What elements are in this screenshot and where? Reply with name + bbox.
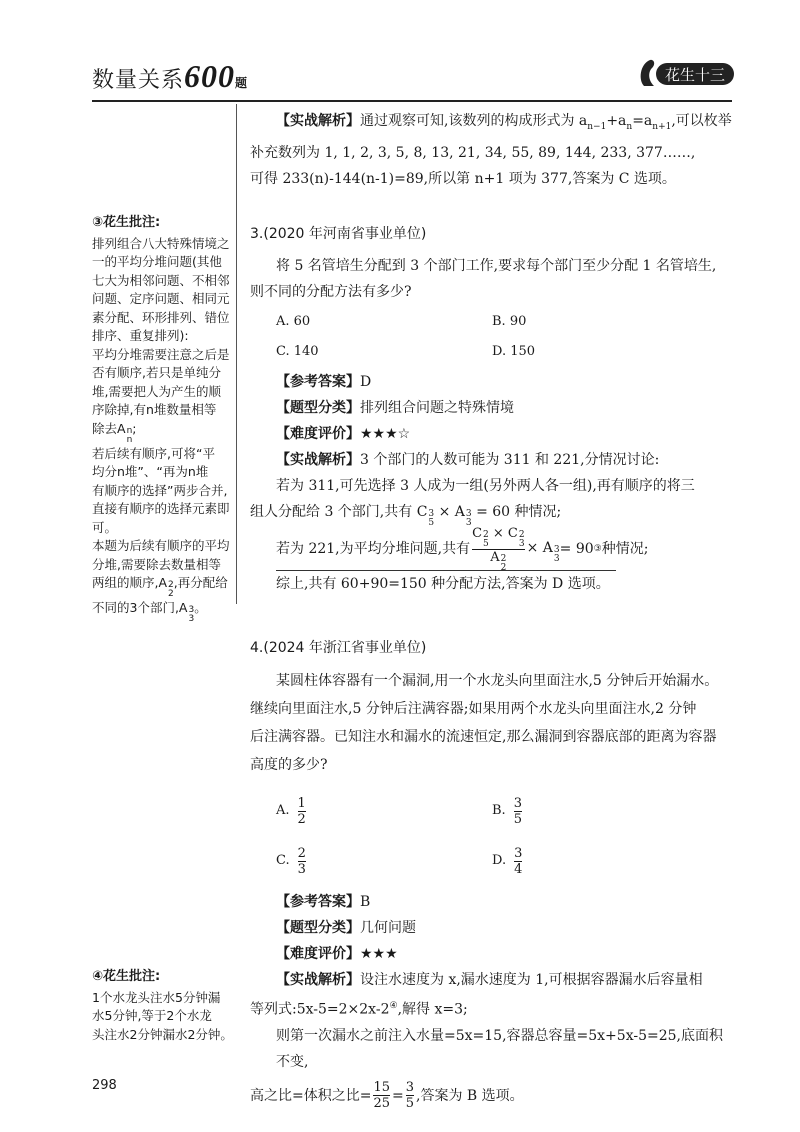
option-denominator: 5 bbox=[513, 811, 522, 827]
analysis-line: 等列式:5x-5=2×2x-2④,解得 x=3; bbox=[250, 1001, 468, 1018]
option-d bbox=[492, 846, 524, 877]
analysis-text: 通过观察可知,该数列的构成形式为 a bbox=[360, 113, 588, 129]
note-line: 不同的3个部门,A 3 3 。 bbox=[92, 600, 207, 624]
book-title bbox=[92, 58, 248, 95]
difficulty-line bbox=[250, 941, 735, 967]
answer-value: B bbox=[360, 894, 371, 910]
note-line: 有顺序的选择”两步合并, bbox=[92, 482, 228, 498]
note-line: 否有顺序,若只是单纯分 bbox=[92, 365, 221, 380]
note-line: 若后续有顺序,可将“平 bbox=[92, 445, 215, 461]
page-number: 298 bbox=[92, 1078, 117, 1093]
difficulty-tag: 【难度评价】 bbox=[276, 426, 360, 442]
options-row bbox=[250, 309, 735, 335]
note-line: 堆,需要把人为产生的顺 bbox=[92, 383, 221, 399]
options-row bbox=[250, 339, 735, 365]
book-title-suffix: 题 bbox=[235, 76, 249, 90]
question-stem: 后注满容器。已知注水和漏水的流速恒定,那么漏洞到容器底部的距离为容器 bbox=[250, 729, 717, 745]
question-4 bbox=[250, 635, 735, 1117]
prev-line-2: 补充数列为 1, 1, 2, 3, 5, 8, 13, 21, 34, 55, 89, 144, 233, 377……, bbox=[250, 144, 696, 161]
note-line: 一的平均分堆问题(其他 bbox=[92, 254, 222, 269]
analysis-line bbox=[250, 967, 735, 993]
fraction: $\frac{3}{5}$ bbox=[405, 1080, 415, 1112]
note-line-text: 两组的顺序,A bbox=[92, 575, 168, 590]
brand-logo bbox=[636, 56, 736, 90]
analysis-text: ,答案为 B 选项。 bbox=[416, 1087, 524, 1104]
analysis-text: 组人分配给 3 个部门,共有 C bbox=[250, 504, 428, 520]
option-b: B. 90 bbox=[492, 314, 527, 329]
note-line-text: 除去A bbox=[92, 420, 126, 436]
note-line: 排列组合八大特殊情境之 bbox=[92, 235, 230, 251]
difficulty-tag: 【难度评价】 bbox=[276, 946, 360, 962]
type-tag: 【题型分类】 bbox=[276, 400, 360, 416]
question-3-heading: 3.(2020 年河南省事业单位) bbox=[250, 226, 427, 242]
note-line: 直接有顺序的选择元素即 bbox=[92, 501, 230, 516]
option-d: D. 150 bbox=[492, 344, 536, 359]
analysis-line: 若为 311,可先选择 3 人成为一组(另外两人各一组),再有顺序的将三 bbox=[276, 478, 695, 494]
analysis-tag: 【实战解析】 bbox=[276, 113, 360, 129]
note-line: 头注水2分钟漏水2分钟。 bbox=[92, 1026, 233, 1042]
analysis-line bbox=[250, 1075, 735, 1117]
option-c bbox=[250, 846, 492, 877]
note-line: 1个水龙头注水5分钟漏 bbox=[92, 989, 221, 1005]
option-numerator: 2 bbox=[297, 845, 306, 861]
option-denominator: 2 bbox=[297, 811, 306, 827]
type-line bbox=[250, 395, 735, 421]
type-line bbox=[250, 915, 735, 941]
question-stem: 高度的多少? bbox=[250, 757, 328, 773]
note-line: 七大为相邻问题、不相邻 bbox=[92, 272, 230, 288]
question-stem: 则不同的分配方法有多少? bbox=[250, 284, 412, 300]
type-value: 排列组合问题之特殊情境 bbox=[360, 400, 514, 416]
difficulty-stars: ★★★ bbox=[360, 946, 398, 962]
question-3 bbox=[250, 221, 735, 597]
note-line: 排序、重复排列): bbox=[92, 328, 189, 343]
option-numerator: 3 bbox=[513, 795, 522, 811]
difficulty-stars: ★★★☆ bbox=[360, 426, 411, 442]
answer-line bbox=[250, 889, 735, 915]
sidebar-note-4 bbox=[92, 968, 242, 1044]
option-b bbox=[492, 796, 524, 827]
option-letter: D. bbox=[492, 853, 507, 868]
analysis-text: = 90 bbox=[559, 541, 594, 557]
option-a: A. 60 bbox=[276, 314, 311, 329]
book-title-prefix: 数量关系 bbox=[92, 68, 185, 93]
analysis-text: 3 个部门的人数可能为 311 和 221,分情况讨论: bbox=[360, 452, 660, 468]
options-row bbox=[250, 839, 735, 883]
question-4-heading: 4.(2024 年浙江省事业单位) bbox=[250, 640, 427, 656]
answer-line bbox=[250, 369, 735, 395]
option-a bbox=[250, 796, 492, 827]
difficulty-line bbox=[250, 421, 735, 447]
analysis-text: 等列式:5x-5=2×2x-2 bbox=[250, 1001, 390, 1018]
analysis-text: 若为 221,为平均分堆问题,共有 bbox=[276, 541, 471, 557]
question-stem: 将 5 名管培生分配到 3 个部门工作,要求每个部门至少分配 1 名管培生, bbox=[276, 258, 717, 274]
analysis-text: 种情况; bbox=[601, 541, 649, 557]
sidebar-note-3 bbox=[92, 214, 242, 624]
prev-line-1: 【实战解析】通过观察可知,该数列的构成形式为 $a_{n-1}+a_n=a_{n+1}$,可以枚举 bbox=[276, 113, 732, 132]
option-denominator: 4 bbox=[514, 861, 523, 877]
analysis-text: ,解得 x=3; bbox=[397, 1001, 468, 1018]
note-line: 问题、定序问题、相同元 bbox=[92, 291, 230, 306]
note-title: ③花生批注: bbox=[92, 215, 161, 230]
option-letter: C. bbox=[276, 853, 290, 868]
type-tag: 【题型分类】 bbox=[276, 920, 360, 936]
note-line-text: 不同的3个部门,A bbox=[92, 600, 188, 615]
option-c: C. 140 bbox=[276, 344, 319, 359]
note-line: 两组的顺序,A 2 2 ,再分配给 bbox=[92, 575, 228, 599]
fraction: C 2 5 × C 2 3 A 2 2 bbox=[472, 525, 525, 573]
option-numerator: 3 bbox=[514, 845, 523, 861]
analysis-text: 高之比=体积之比= bbox=[250, 1087, 372, 1104]
analysis-line: 综上,共有 60+90=150 种分配方法,答案为 D 选项。 bbox=[276, 576, 610, 592]
analysis-text: = bbox=[392, 1087, 404, 1104]
header-rule bbox=[92, 100, 732, 102]
note-line: 序除掉,有n堆数量相等 bbox=[92, 402, 217, 417]
note-line: 可。 bbox=[92, 519, 118, 535]
analysis-tag: 【实战解析】 bbox=[276, 452, 360, 468]
brand-text: 花生十三 bbox=[664, 66, 726, 84]
note-line: 除去A n n ; bbox=[92, 420, 137, 445]
note-line: 平均分堆需要注意之后是 bbox=[92, 346, 230, 362]
analysis-line: 则第一次漏水之前注入水量=5x=15,容器总容量=5x+5x-5=25,底面积不变, bbox=[276, 1027, 723, 1070]
answer-tag: 【参考答案】 bbox=[276, 894, 360, 910]
note-line: 分堆,需要除去数量相等 bbox=[92, 556, 221, 572]
note-line: 水5分钟,等于2个水龙 bbox=[92, 1008, 212, 1023]
answer-value: D bbox=[360, 374, 372, 390]
prev-analysis bbox=[250, 108, 735, 192]
question-stem: 某圆柱体容器有一个漏洞,用一个水龙头向里面注水,5 分钟后开始漏水。 bbox=[276, 673, 719, 689]
fraction: $\frac{15}{25}$ bbox=[373, 1080, 391, 1112]
options-row bbox=[250, 789, 735, 833]
analysis-line: 组人分配给 3 个部门,共有 C 3 5 × A 3 3 = 60 种情况; bbox=[250, 504, 562, 528]
analysis-line bbox=[250, 447, 735, 473]
option-numerator: 1 bbox=[297, 795, 306, 811]
note-line: 素分配、环形排列、错位 bbox=[92, 309, 230, 325]
analysis-tag: 【实战解析】 bbox=[276, 972, 360, 988]
prev-line-3: 可得 233(n)-144(n-1)=89,所以第 n+1 项为 377,答案为 C 选项。 bbox=[250, 170, 676, 187]
question-stem: 继续向里面注水,5 分钟后注满容器;如果用两个水龙头向里面注水,2 分钟 bbox=[250, 701, 697, 717]
note-line: 本题为后续有顺序的平均 bbox=[92, 538, 230, 553]
option-letter: B. bbox=[492, 803, 506, 818]
option-letter: A. bbox=[276, 803, 290, 818]
note-line: 均分n堆”、“再为n堆 bbox=[92, 464, 209, 479]
note-title: ④花生批注: bbox=[92, 969, 161, 984]
book-title-number: 600 bbox=[184, 58, 236, 94]
option-denominator: 3 bbox=[297, 861, 306, 877]
answer-tag: 【参考答案】 bbox=[276, 374, 360, 390]
type-value: 几何问题 bbox=[360, 920, 416, 936]
analysis-text: 设注水速度为 x,漏水速度为 1,可根据容器漏水后容量相 bbox=[360, 972, 703, 988]
analysis-line: 若为 221,为平均分堆问题,共有 C 2 5 × C 2 3 A 2 2 × A 3 3 = 90 ③ 种情况; bbox=[276, 525, 649, 573]
analysis-text: = 60 种情况; bbox=[476, 504, 562, 520]
